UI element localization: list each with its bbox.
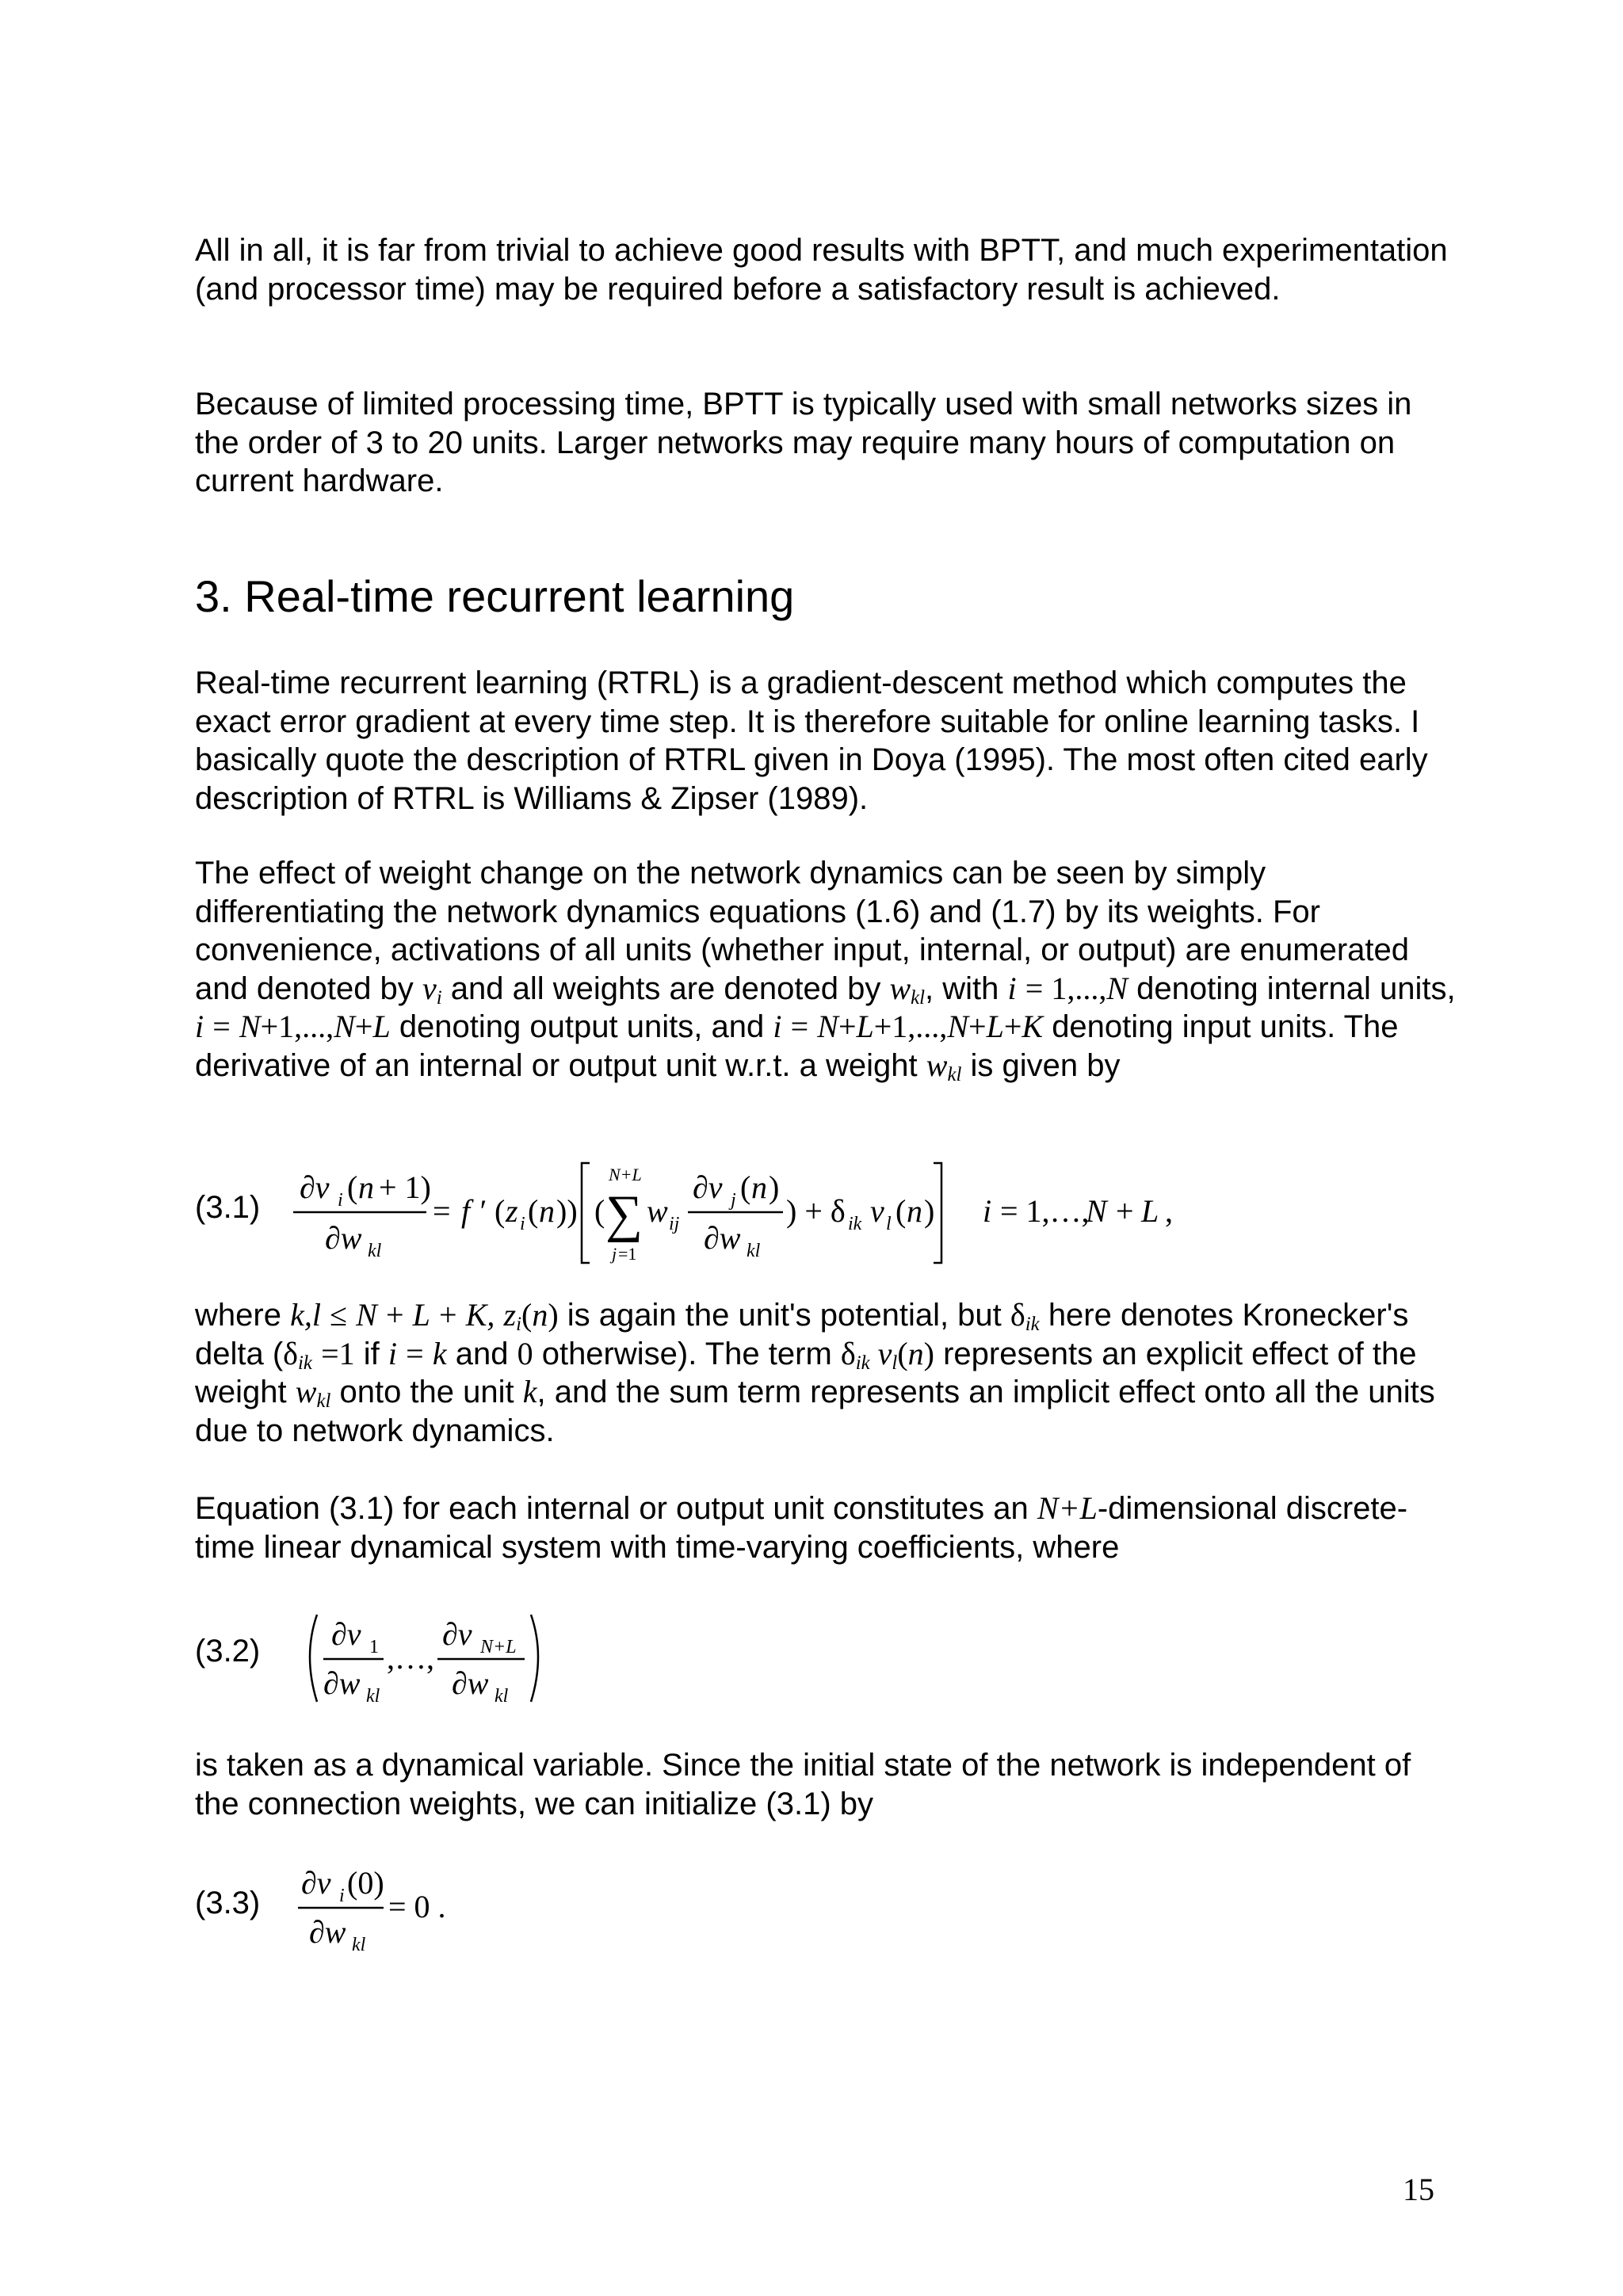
equation-3-2-label: (3.2): [195, 1634, 261, 1669]
svg-text:∂v: ∂v: [301, 1865, 331, 1901]
svg-text:∂w: ∂w: [704, 1220, 741, 1256]
svg-text:N+L: N+L: [480, 1637, 517, 1657]
equation-3-3-label: (3.3): [195, 1886, 261, 1920]
svg-text:(: (: [495, 1193, 506, 1229]
svg-text:+: +: [1116, 1193, 1134, 1229]
svg-text:(: (: [896, 1193, 907, 1229]
equation-3-2: [300, 1608, 553, 1711]
svg-text:i: i: [338, 1190, 343, 1211]
svg-text:v: v: [870, 1193, 884, 1229]
svg-text:∂v: ∂v: [693, 1169, 723, 1205]
svg-text:n: n: [751, 1169, 767, 1205]
svg-text:(0): (0): [347, 1865, 384, 1901]
svg-text:=1: =1: [618, 1244, 637, 1264]
svg-text:(: (: [740, 1169, 751, 1205]
section-heading: 3. Real-time recurrent learning: [195, 571, 795, 621]
svg-text:ik: ik: [848, 1214, 862, 1234]
svg-text:i: i: [339, 1886, 345, 1906]
svg-text:j: j: [731, 1190, 736, 1211]
svg-text:): ): [769, 1169, 780, 1205]
svg-text:N+L: N+L: [609, 1165, 642, 1184]
equation-3-1-label: (3.1): [195, 1190, 261, 1225]
paragraph-bptt-network-size: Because of limited processing time, BPTT is typically used with small networks sizes in the order of 3 to 20 units. Larger networks may require many hours of computation on current hardware.: [195, 387, 1412, 498]
paragraph-initialize: is taken as a dynamical variable. Since the initial state of the network is independent of the connection weights, we can initialize (3.1) by: [195, 1748, 1411, 1821]
svg-text:∑: ∑: [605, 1185, 643, 1243]
svg-text:∂v: ∂v: [300, 1169, 330, 1205]
svg-text:kl: kl: [747, 1241, 761, 1261]
svg-text:n: n: [907, 1193, 922, 1229]
svg-text:i: i: [983, 1193, 992, 1229]
svg-text:n: n: [358, 1169, 374, 1205]
svg-text:L: L: [1141, 1193, 1159, 1229]
paragraph-bptt-difficulty: All in all, it is far from trivial to achieve good results with BPTT, and much experimentation (and processor time) may be required before a satisfactory result is achieved.: [195, 233, 1448, 307]
svg-text:i: i: [520, 1214, 525, 1234]
svg-text:(: (: [347, 1169, 358, 1205]
svg-text:= 0 .: = 0 .: [388, 1889, 446, 1924]
svg-text:kl: kl: [368, 1241, 382, 1261]
svg-text:kl: kl: [366, 1686, 380, 1707]
svg-text:): ): [924, 1193, 935, 1229]
svg-text:∂w: ∂w: [309, 1914, 346, 1950]
svg-text:)): )): [556, 1193, 578, 1229]
svg-text:∂w: ∂w: [323, 1665, 361, 1701]
svg-text:,…,: ,…,: [387, 1640, 434, 1676]
paragraph-weight-change: The effect of weight change on the network dynamics can be seen by simply differentiating the network dynamics equations (1.6) and (1.7) by its weights. For convenience, activations of all units (whether input, internal, or output) are enumerated and denoted by $v_i$ and all weights are denoted by $w_{kl}$, with i = 1,...,N denoting internal units, i = N+1,...,N+L denoting output units, and i = N+L+1,...,N+L+K denoting input units. The derivative of an internal or output unit w.r.t. a weight $w_{kl}$ is given by: [195, 856, 1456, 1085]
svg-text:) + δ: ) + δ: [786, 1193, 846, 1229]
svg-text:∂w: ∂w: [325, 1220, 362, 1256]
equation-3-1: [285, 1155, 1236, 1274]
svg-text:(: (: [594, 1193, 605, 1229]
paragraph-dynamical-system: Equation (3.1) for each internal or output unit constitutes an N+L-dimensional discrete-time linear dynamical system with time-varying coefficients, where: [195, 1490, 1408, 1565]
svg-text:kl: kl: [495, 1686, 509, 1707]
svg-text:1: 1: [369, 1637, 379, 1657]
paragraph-rtrl-intro: Real-time recurrent learning (RTRL) is a gradient-descent method which computes the exact error gradient at every time step. It is therefore suitable for online learning tasks. I basically quote the description of RTRL given in Doya (1995). The most often cited early description of RTRL is Williams & Zipser (1989).: [195, 666, 1428, 816]
page-number: 15: [1403, 2172, 1434, 2207]
svg-text:∂v: ∂v: [442, 1616, 472, 1652]
paragraph-kronecker: where k,l ≤ N + L + K, $z_i(n)$ is again the unit's potential, but $\delta_{ik}$ here denotes Kronecker's delta ($\delta_{ik} =1$ if i = k and 0 otherwise). The term $\delta_{ik}$ $v_l(n)$ represents an explicit effect of the weight $w_{kl}$ onto the unit k, and the sum term represents an implicit effect onto all the units due to network dynamics.: [195, 1297, 1435, 1448]
svg-text:∂w: ∂w: [452, 1665, 489, 1701]
equation-3-3: [295, 1857, 469, 1960]
svg-text:ij: ij: [669, 1214, 680, 1234]
svg-text:+ 1): + 1): [379, 1169, 431, 1205]
svg-text:n: n: [539, 1193, 555, 1229]
svg-text:N: N: [1086, 1193, 1107, 1229]
svg-text:,: ,: [1165, 1193, 1173, 1229]
svg-text:j: j: [612, 1244, 617, 1264]
svg-text:kl: kl: [352, 1935, 366, 1955]
svg-text:∂v: ∂v: [331, 1616, 361, 1652]
svg-text:w: w: [647, 1193, 668, 1229]
svg-text:=: =: [433, 1193, 451, 1229]
svg-text:z: z: [506, 1193, 518, 1229]
svg-text:= 1,…,: = 1,…,: [1000, 1193, 1090, 1229]
svg-text:l: l: [886, 1214, 892, 1234]
svg-text:f ′: f ′: [461, 1193, 485, 1229]
svg-text:(: (: [528, 1193, 539, 1229]
